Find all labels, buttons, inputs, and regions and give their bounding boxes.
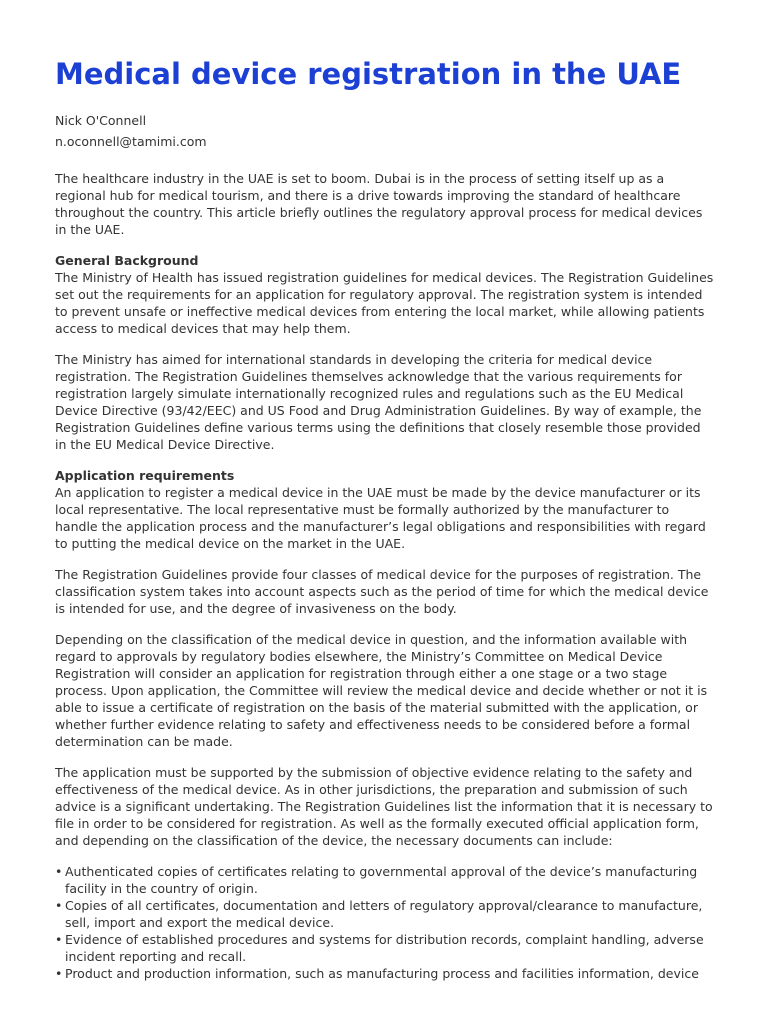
article-body	[55, 170, 715, 996]
paragraph: An application to register a medical device in the UAE must be made by the device manufacturer or its local representative. The local representative must be formally authorized by the manufacturer to handle the application process and the manufacturer’s legal obligations and responsibilities with regard to putting the medical device on the market in the UAE.	[55, 485, 706, 551]
bullet-icon: •	[55, 966, 63, 981]
intro-paragraph: The healthcare industry in the UAE is set to boom. Dubai is in the process of setting itself up as a regional hub for medical tourism, and there is a drive towards improving the standard of healthcare throughout the country. This article briefly outlines the regulatory approval process for medical devices in the UAE.	[55, 171, 703, 237]
paragraph: The Ministry of Health has issued registration guidelines for medical devices. The Registration Guidelines set out the requirements for an application for regulatory approval. The registration system is intended to prevent unsafe or ineffective medical devices from entering the local market, while allowing patients access to medical devices that may help them.	[55, 270, 714, 336]
list-item-text: Evidence of established procedures and systems for distribution records, complaint handling, adverse incident reporting and recall.	[65, 932, 704, 964]
bullet-icon: •	[55, 864, 63, 879]
author-email[interactable]: n.oconnell@tamimi.com	[55, 134, 207, 149]
page-title: Medical device registration in the UAE	[55, 57, 682, 91]
paragraph: The Registration Guidelines provide four classes of medical device for the purposes of registration. The classification system takes into account aspects such as the period of time for which the medical device is intended for use, and the degree of invasiveness on the body.	[55, 567, 709, 616]
list-item-text: Copies of all certificates, documentation and letters of regulatory approval/clearance to manufacture, sell, import and export the medical device.	[65, 898, 703, 930]
required-documents-list	[55, 863, 715, 982]
section-general-background	[55, 252, 715, 453]
section-application-requirements	[55, 467, 715, 982]
paragraph: The Ministry has aimed for international standards in developing the criteria for medical device registration. The Registration Guidelines themselves acknowledge that the various requirements for registration largely simulate internationally recognized rules and regulations such as the EU Medical Device Directive (93/42/EEC) and US Food and Drug Administration Guidelines. By way of example, the Registration Guidelines define various terms using the definitions that closely resemble those provided in the EU Medical Device Directive.	[55, 352, 702, 452]
list-item-text: Product and production information, such as manufacturing process and facilities information, device	[65, 966, 699, 981]
bullet-icon: •	[55, 932, 63, 947]
list-item	[55, 897, 715, 931]
list-item	[55, 863, 715, 897]
bullet-icon: •	[55, 898, 63, 913]
list-item	[55, 965, 715, 982]
list-item	[55, 931, 715, 965]
list-item-text: Authenticated copies of certificates relating to governmental approval of the device’s manufacturing facility in the country of origin.	[65, 864, 698, 896]
author-name: Nick O'Connell	[55, 113, 147, 128]
paragraph: Depending on the classification of the medical device in question, and the information available with regard to approvals by regulatory bodies elsewhere, the Ministry’s Committee on Medical Device Registration will consider an application for registration through either a one stage or a two stage process. Upon application, the Committee will review the medical device and decide whether or not it is able to issue a certificate of registration on the basis of the material submitted with the application, or whether further evidence relating to safety and effectiveness needs to be considered before a formal determination can be made.	[55, 632, 708, 749]
paragraph: The application must be supported by the submission of objective evidence relating to the safety and effectiveness of the medical device. As in other jurisdictions, the preparation and submission of such advice is a significant undertaking. The Registration Guidelines list the information that it is necessary to file in order to be considered for registration. As well as the formally executed official application form, and depending on the classification of the device, the necessary documents can include:	[55, 765, 713, 848]
section-heading: General Background	[55, 253, 199, 268]
section-heading: Application requirements	[55, 468, 235, 483]
